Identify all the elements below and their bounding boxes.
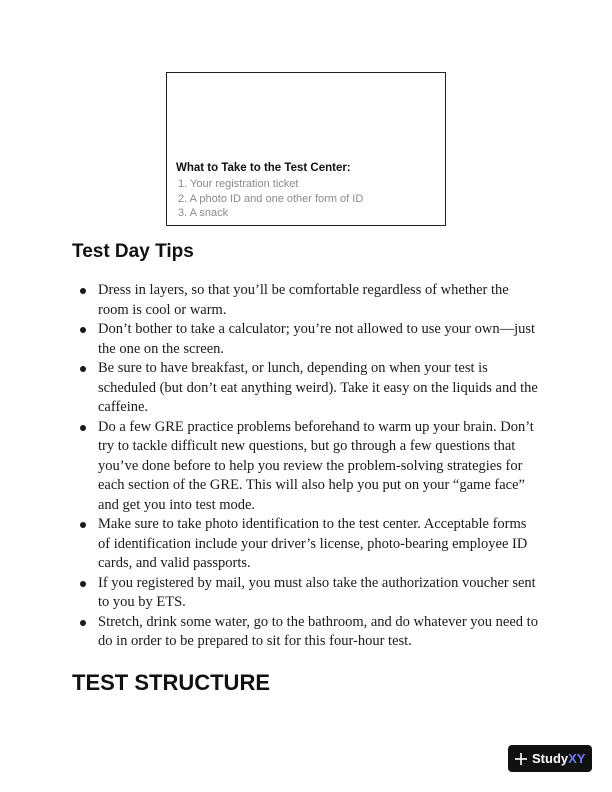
test-center-callout-box — [166, 72, 446, 226]
tip-item — [72, 418, 542, 516]
studyxy-logo-badge[interactable] — [508, 745, 592, 772]
bullet-icon — [80, 327, 86, 333]
plus-icon — [514, 752, 528, 766]
tip-item — [72, 320, 542, 359]
callout-item: 2. A photo ID and one other form of ID — [178, 192, 364, 205]
callout-content — [176, 161, 363, 221]
callout-item: 3. A snack — [178, 207, 229, 219]
tip-text: Stretch, drink some water, go to the bathroom, and do whatever you need to do in order to be prepared to sit for this four-hour test. — [98, 613, 538, 649]
bullet-icon — [80, 366, 86, 372]
callout-title: What to Take to the Test Center: — [176, 162, 351, 174]
test-day-tips-list — [72, 281, 542, 652]
tip-text: Do a few GRE practice problems beforehand to warm up your brain. Don’t try to tackle difficult new questions, but go through a few questions that you’ve done before to help you review the problem-solving strategies for each section of the GRE. This will also help you put on your “game face” and get you into test mode. — [98, 418, 534, 513]
bullet-icon — [80, 620, 86, 626]
tip-item — [72, 613, 542, 652]
tip-item — [72, 359, 542, 418]
bullet-icon — [80, 425, 86, 431]
tip-text: Be sure to have breakfast, or lunch, depending on when your test is scheduled (but don’t eat anything weird). Take it easy on the liquids and the caffeine. — [98, 360, 538, 415]
bullet-icon — [80, 522, 86, 528]
test-day-tips-heading: Test Day Tips — [72, 241, 194, 262]
tip-text: If you registered by mail, you must also take the authorization voucher sent to you by ETS. — [98, 574, 536, 610]
tip-text: Don’t bother to take a calculator; you’re not allowed to use your own—just the one on the screen. — [98, 321, 536, 357]
tip-item — [72, 515, 542, 574]
bullet-icon — [80, 581, 86, 587]
test-structure-heading: TEST STRUCTURE — [72, 670, 270, 695]
tip-item — [72, 281, 542, 320]
brand-name-study: Study — [532, 751, 569, 766]
bullet-icon — [80, 288, 86, 294]
tip-item — [72, 574, 542, 613]
callout-item: 1. Your registration ticket — [178, 178, 299, 190]
callout-list — [176, 177, 363, 221]
tip-text: Make sure to take photo identification to the test center. Acceptable forms of identification include your driver’s license, photo-bearing employee ID cards, and valid passports. — [98, 516, 528, 571]
brand-name-xy: XY — [568, 751, 586, 766]
tip-text: Dress in layers, so that you’ll be comfortable regardless of whether the room is cool or warm. — [98, 282, 509, 318]
